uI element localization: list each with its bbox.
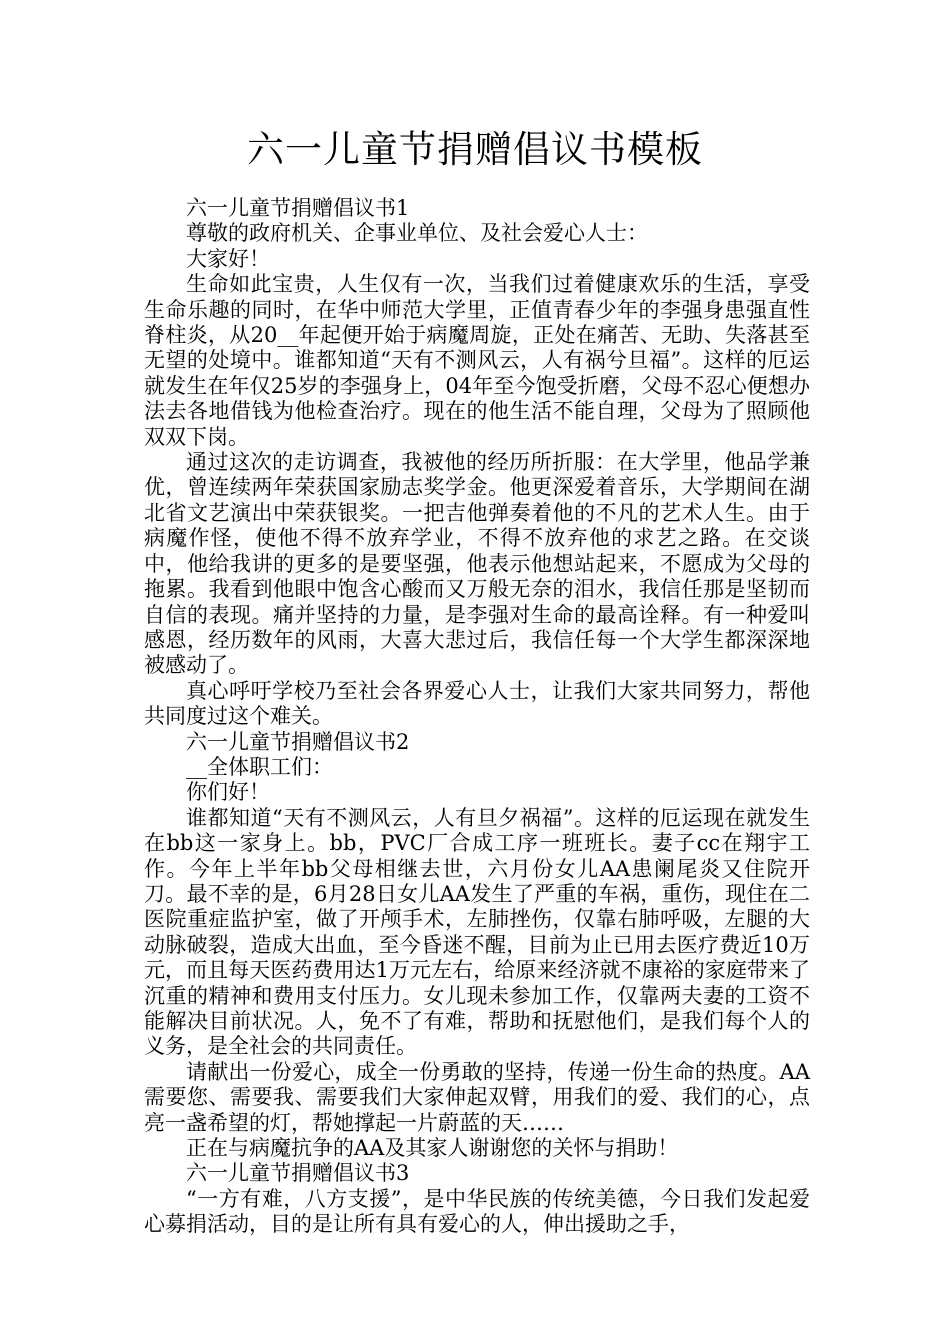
paragraph: __全体职工们： [186, 754, 333, 779]
paragraph: 通过这次的走访调查，我被他的经历所折服：在大学里，他品学兼优，曾连续两年荣获国家励志奖学金。他更深爱着音乐，大学期间在湖北省文艺演出中荣获银奖。一把吉他弹奏着他的不凡的艺术人生。由于病魔作怪，使他不得不放弃学业，不得不放弃他的求艺之路。在交谈中，他给我讲的更多的是要坚强，他表示他想站起来，不愿成为父母的拖累。我看到他眼中饱含心酸而又万般无奈的泪水，我信任那是坚韧而自信的表现。痛并坚持的力量，是李强对生命的最高诠释。有一种爱叫感恩，经历数年的风雨，大喜大悲过后，我信任每一个大学生都深深地被感动了。 [144, 450, 810, 678]
paragraph: “一方有难，八方支援”，是中华民族的传统美德，今日我们发起爱心募捐活动，目的是让所有具有爱心的人，伸出援助之手， [144, 1186, 810, 1237]
paragraph: 正在与病魔抗争的AA及其家人谢谢您的关怀与捐助！ [186, 1136, 679, 1161]
document-body [144, 196, 810, 1238]
paragraph: 生命如此宝贵，人生仅有一次，当我们过着健康欢乐的生活，享受生命乐趣的同时，在华中师范大学里，正值青春少年的李强身患强直性脊柱炎，从20__年起便开始于病魔周旋，正处在痛苦、无助、失落甚至无望的处境中。谁都知道“天有不测风云，人有祸兮旦福”。这样的厄运就发生在年仅25岁的李强身上，04年至今饱受折磨，父母不忍心便想办法去各地借钱为他检查治疗。现在的他生活不能自理，父母为了照顾他双双下岗。 [144, 272, 810, 449]
paragraph: 请献出一份爱心，成全一份勇敢的坚持，传递一份生命的热度。AA需要您、需要我、需要我们大家伸起双臂，用我们的爱、我们的心，点亮一盏希望的灯，帮她撑起一片蔚蓝的天…… [144, 1059, 810, 1135]
paragraph: 六一儿童节捐赠倡议书1 [186, 196, 410, 220]
paragraph: 六一儿童节捐赠倡议书3 [186, 1161, 410, 1186]
paragraph: 你们好！ [186, 780, 270, 805]
paragraph: 真心呼吁学校乃至社会各界爱心人士，让我们大家共同努力，帮他共同度过这个难关。 [144, 678, 810, 729]
paragraph: 谁都知道“天有不测风云，人有旦夕祸福”。这样的厄运现在就发生在bb这一家身上。bb，PVC厂合成工序一班班长。妻子cc在翔宇工作。今年上半年bb父母相继去世，六月份女儿AA患阑尾炎又住院开刀。最不幸的是，6月28日女儿AA发生了严重的车祸，重伤，现住在二医院重症监护室，做了开颅手术，左肺挫伤，仅靠右肺呼吸，左腿的大动脉破裂，造成大出血，至今昏迷不醒，目前为止已用去医疗费近10万元，而且每天医药费用达1万元左右，给原来经济就不康裕的家庭带来了沉重的精神和费用支付压力。女儿现未参加工作，仅靠两夫妻的工资不能解决目前状况。人，免不了有难，帮助和抚慰他们，是我们每个人的义务，是全社会的共同责任。 [144, 805, 810, 1059]
document-title: 六一儿童节捐赠倡议书模板 [247, 128, 703, 171]
paragraph: 六一儿童节捐赠倡议书2 [186, 729, 410, 754]
paragraph: 大家好！ [186, 246, 270, 271]
paragraph: 尊敬的政府机关、企事业单位、及社会爱心人士： [186, 221, 648, 246]
